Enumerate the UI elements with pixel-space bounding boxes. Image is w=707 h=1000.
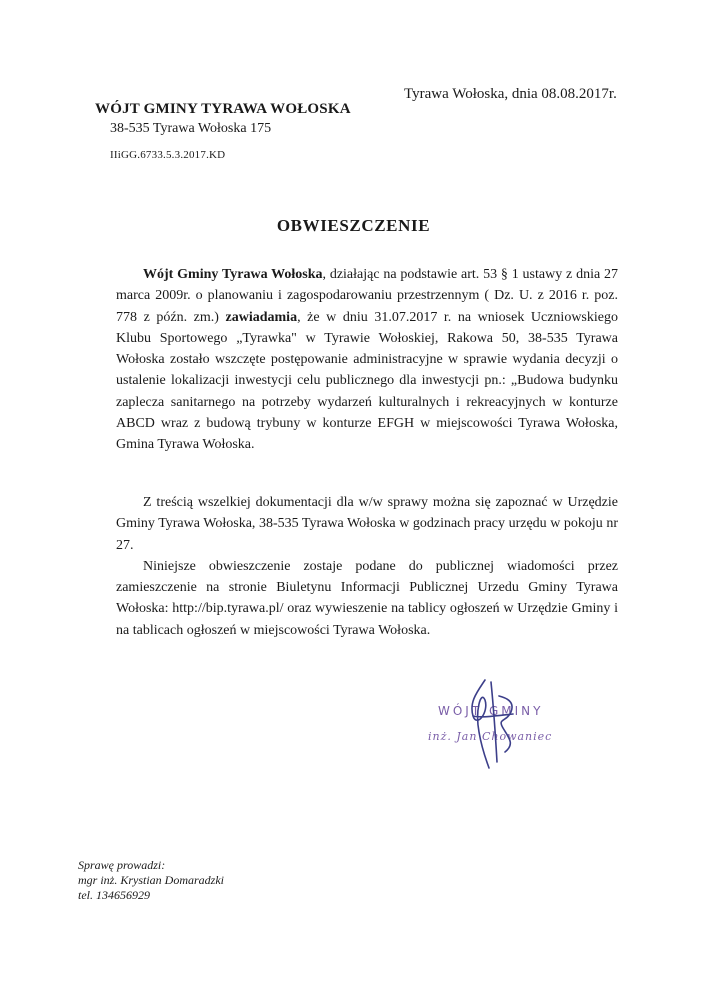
- footer-handler-name: mgr inż. Krystian Domaradzki: [78, 873, 225, 887]
- reference-number: IIiGG.6733.5.3.2017.KD: [110, 149, 226, 161]
- document-title: OBWIESZCZENIE: [276, 216, 431, 235]
- paragraph-text-b: , że w dniu 31.07.2017 r. na wniosek Uczniowskiego Klubu Sportowego „Tyrawka" w Tyrawie Wołoskiej, Rakowa 50, 38-535 Tyrawa Wołoska zostało wszczęte postępowanie administracyjne w sprawie wydania decyzji o ustalenie lokalizacji inwestycji celu publicznego dla inwestycji pn.: „Budowa budynku zaplecza sanitarnego na potrzeby wydarzeń kulturalnych i rekreacyjnych w konturze ABCD wraz z budową trybuny w konturze EFGH w miejscowości Tyrawa Wołoska, Gmina Tyrawa Wołoska.: [116, 309, 618, 453]
- paragraph-bold-lead: Wójt Gminy Tyrawa Wołoska: [143, 267, 323, 282]
- authority-address: 38-535 Tyrawa Wołoska 175: [110, 121, 272, 136]
- handwritten-signature: [455, 672, 525, 772]
- stamp-title: WÓJT GMINY: [438, 704, 544, 718]
- main-paragraph-text: [116, 264, 618, 456]
- documentation-paragraph: Z treścią wszelkiej dokumentacji dla w/w sprawy można się zapoznać w Urzędzie Gminy Tyrawa Wołoska, 38-535 Tyrawa Wołoska w godzinach pracy urzędu w pokoju nr 27.: [116, 495, 618, 553]
- stamp-name: inż. Jan Chowaniec: [428, 730, 553, 743]
- footer-phone: tel. 134656929: [78, 888, 150, 902]
- authority-name: WÓJT GMINY TYRAWA WOŁOSKA: [95, 101, 351, 117]
- paragraph-text-a: , działając na podstawie art. 53 § 1 ustawy z dnia 27 marca 2009r. o planowaniu i zagospodarowaniu przestrzennym ( Dz. U. z 2016 r. poz. 778 z późn. zm.): [116, 267, 618, 325]
- footer-label: Sprawę prowadzi:: [78, 858, 166, 872]
- main-paragraph: [116, 264, 618, 456]
- place-and-date: Tyrawa Wołoska, dnia 08.08.2017r.: [404, 86, 617, 102]
- info-paragraphs: [116, 492, 618, 641]
- paragraph-bold-verb: zawiadamia: [225, 309, 298, 325]
- publication-paragraph: Niniejsze obwieszczenie zostaje podane do publicznej wiadomości przez zamieszczenie na stronie Biuletynu Informacji Publicznej Urzedu Gminy Tyrawa Wołoska: http://bip.tyrawa.pl/ oraz wywieszenie na tablicy ogłoszeń w Urzędzie Gminy i na tablicach ogłoszeń w miejscowości Tyrawa Wołoska.: [116, 558, 618, 638]
- case-handler-footer: [78, 858, 224, 903]
